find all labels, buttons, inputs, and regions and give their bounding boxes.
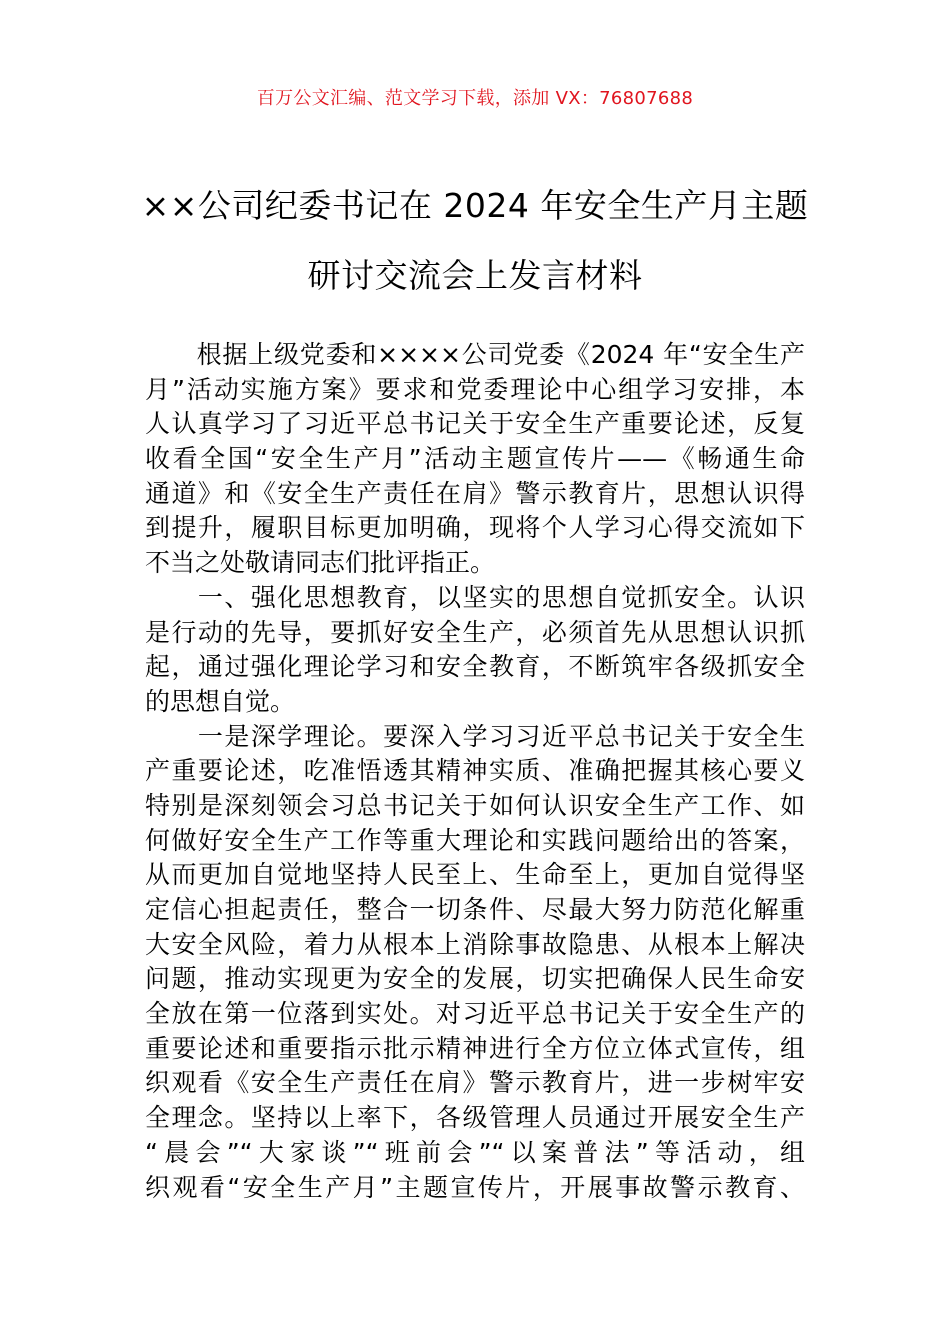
- paragraph: [145, 720, 805, 1206]
- text-line: 根据上级党委和××××公司党委《2024 年“安全生产: [145, 340, 805, 369]
- text-line: 一、强化思想教育，以坚实的思想自觉抓安全。认识: [145, 582, 805, 612]
- text-line: 特别是深刻领会习总书记关于如何认识安全生产工作、如: [145, 790, 805, 820]
- text-line: 到提升，履职目标更加明确，现将个人学习心得交流如下: [145, 513, 805, 543]
- text-line: 产重要论述，吃准悟透其精神实质、准确把握其核心要义: [145, 756, 805, 786]
- text-line: 通道》和《安全生产责任在肩》警示教育片，思想认识得: [145, 478, 805, 508]
- text-line: 是行动的先导，要抓好安全生产，必须首先从思想认识抓: [145, 617, 805, 647]
- text-line: 不当之处敬请同志们批评指正。: [145, 548, 496, 578]
- watermark-header-note: 百万公文汇编、范文学习下载，添加 VX：76807688: [256, 88, 694, 109]
- text-line: 从而更加自觉地坚持人民至上、生命至上，更加自觉得坚: [145, 860, 805, 890]
- document-title-line-1: ××公司纪委书记在 2024 年安全生产月主题: [141, 186, 809, 225]
- text-line: 织观看《安全生产责任在肩》警示教育片，进一步树牢安: [145, 1068, 805, 1098]
- text-line: 织观看“安全生产月”主题宣传片，开展事故警示教育、: [145, 1172, 805, 1202]
- text-line: 起，通过强化理论学习和安全教育，不断筑牢各级抓安全: [145, 652, 805, 682]
- text-line: “晨会”“大家谈”“班前会”“以案普法”等活动，组: [145, 1137, 805, 1167]
- text-line: 定信心担起责任，整合一切条件、尽最大努力防范化解重: [145, 895, 805, 924]
- text-line: 收看全国“安全生产月”活动主题宣传片——《畅通生命: [145, 444, 805, 474]
- text-line: 何做好安全生产工作等重大理论和实践问题给出的答案，: [145, 825, 805, 855]
- text-line: 重要论述和重要指示批示精神进行全方位立体式宣传，组: [145, 1033, 805, 1063]
- text-line: 问题，推动实现更为安全的发展，切实把确保人民生命安: [145, 964, 805, 994]
- text-line: 月”活动实施方案》要求和党委理论中心组学习安排，本: [145, 374, 805, 404]
- paragraph: [145, 338, 805, 581]
- text-line: 全理念。坚持以上率下，各级管理人员通过开展安全生产: [145, 1103, 805, 1133]
- document-title-line-2: 研讨交流会上发言材料: [307, 256, 643, 295]
- text-line: 的思想自觉。: [145, 686, 296, 716]
- document-body: [145, 338, 805, 1205]
- paragraph: [145, 581, 805, 720]
- text-line: 人认真学习了习近平总书记关于安全生产重要论述，反复: [145, 409, 805, 439]
- text-line: 一是深学理论。要深入学习习近平总书记关于安全生: [145, 721, 805, 751]
- text-line: 大安全风险，着力从根本上消除事故隐患、从根本上解决: [145, 929, 805, 959]
- text-line: 全放在第一位落到实处。对习近平总书记关于安全生产的: [145, 999, 805, 1029]
